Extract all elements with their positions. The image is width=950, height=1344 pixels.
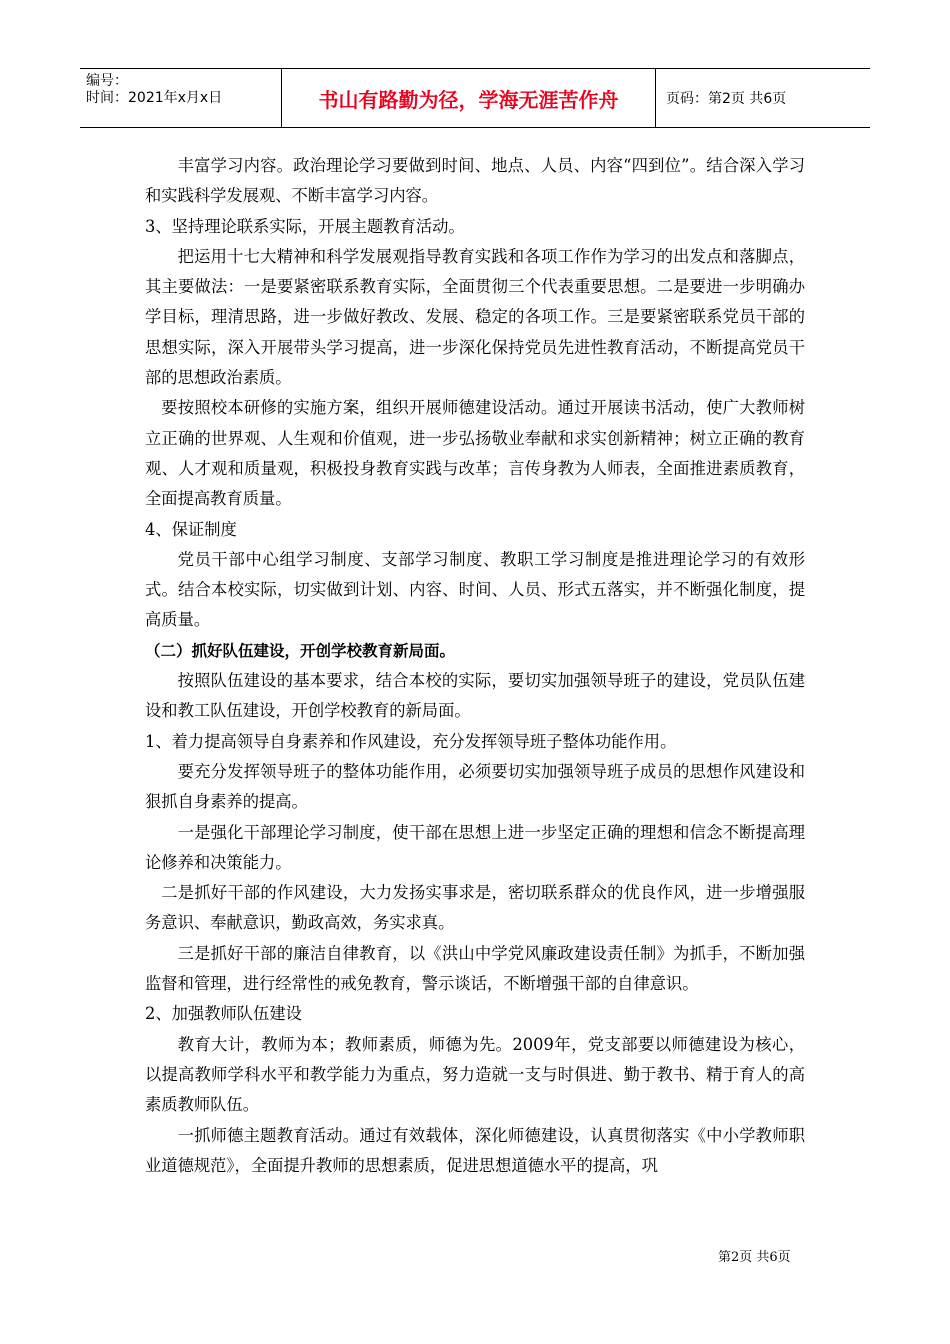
page-header: [80, 68, 870, 128]
document-body: [145, 151, 805, 1181]
paragraph: 三是抓好干部的廉洁自律教育，以《洪山中学党风廉政建设责任制》为抓手，不断加强监督和管理，进行经常性的戒免教育，警示谈话，不断增强干部的自律意识。: [145, 943, 805, 994]
number-label: 编号：: [86, 73, 128, 89]
paragraph: 一抓师德主题教育活动。通过有效载体，深化师德建设，认真贯彻落实《中小学教师职业道德规范》，全面提升教师的思想素质，促进思想道德水平的提高，巩: [145, 1125, 805, 1175]
header-info-cell: [80, 69, 282, 127]
paragraph: 按照队伍建设的基本要求，结合本校的实际，要切实加强领导班子的建设，党员队伍建设和教工队伍建设，开创学校教育的新局面。: [145, 671, 805, 721]
paragraph: 丰富学习内容。政治理论学习要做到时间、地点、人员、内容“四到位”。结合深入学习和实践科学发展观、不断丰富学习内容。: [145, 156, 805, 206]
section-heading: 2、加强教师队伍建设: [145, 1004, 302, 1024]
time-label: 时间：2021年x月x日: [86, 90, 223, 106]
paragraph: 把运用十七大精神和科学发展观指导教育实践和各项工作作为学习的出发点和落脚点，其主要做法：一是要紧密联系教育实际，全面贯彻三个代表重要思想。二是要进一步明确办学目标，理清思路，进一步做好教改、发展、稳定的各项工作。三是要紧密联系党员干部的思想实际，深入开展带头学习提高，进一步深化保持党员先进性教育活动，不断提高党员干部的思想政治素质。: [145, 246, 805, 388]
paragraph: 党员干部中心组学习制度、支部学习制度、教职工学习制度是推进理论学习的有效形式。结合本校实际，切实做到计划、内容、时间、人员、形式五落实，并不断强化制度，提高质量。: [145, 549, 805, 630]
paragraph: 二是抓好干部的作风建设，大力发扬实事求是，密切联系群众的优良作风，进一步增强服务意识、奉献意识，勤政高效，务实求真。: [145, 883, 805, 933]
paragraph: 一是强化干部理论学习制度，使干部在思想上进一步坚定正确的理想和信念不断提高理论修养和决策能力。: [145, 822, 805, 872]
section-heading: 3、坚持理论联系实际，开展主题教育活动。: [145, 216, 465, 236]
section-heading: 1、着力提高领导自身素养和作风建设，充分发挥领导班子整体功能作用。: [145, 731, 677, 751]
header-motto: 书山有路勤为径，学海无涯苦作舟: [282, 69, 656, 127]
paragraph: 教育大计，教师为本；教师素质，师德为先。2009年，党支部要以师德建设为核心，以提高教师学科水平和教学能力为重点，努力造就一支与时俱进、勤于教书、精于育人的高素质教师队伍。: [145, 1034, 805, 1115]
chapter-heading: （二）抓好队伍建设，开创学校教育新局面。: [145, 641, 456, 660]
paragraph: 要按照校本研修的实施方案，组织开展师德建设活动。通过开展读书活动，使广大教师树立正确的世界观、人生观和价值观，进一步弘扬敬业奉献和求实创新精神；树立正确的教育观、人才观和质量观，积极投身教育实践与改革；言传身教为人师表，全面推进素质教育，全面提高教育质量。: [145, 398, 805, 509]
section-heading: 4、保证制度: [145, 519, 237, 539]
paragraph: 要充分发挥领导班子的整体功能作用，必须要切实加强领导班子成员的思想作风建设和狠抓自身素养的提高。: [145, 761, 805, 812]
page-footer: 第2页 共6页: [718, 1250, 791, 1265]
header-page-label: 页码：第2页 共6页: [666, 91, 787, 107]
